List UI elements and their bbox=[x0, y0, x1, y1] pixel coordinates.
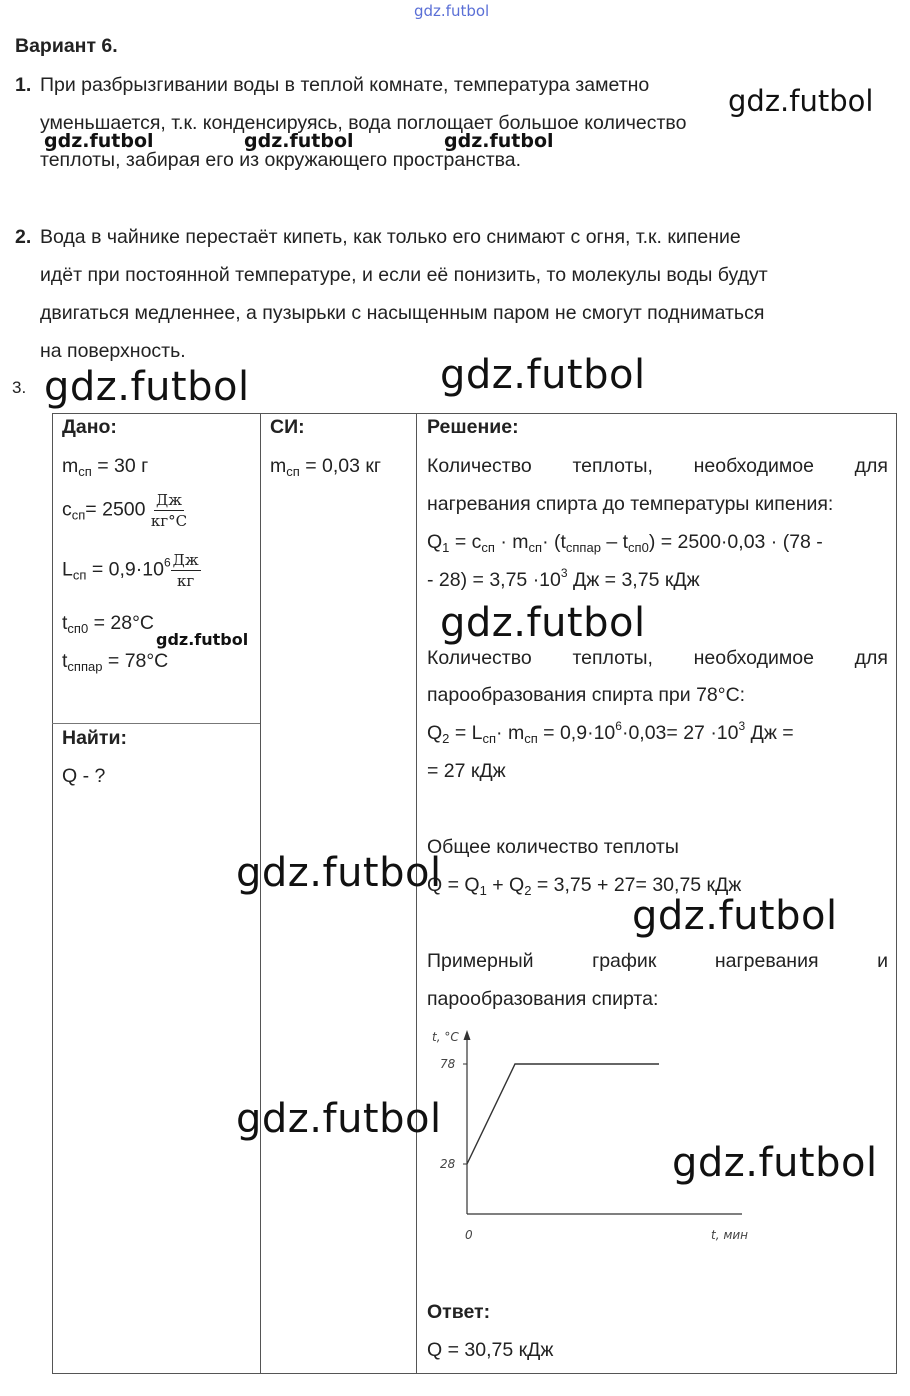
watermark: gdz.futbol bbox=[632, 893, 838, 939]
solution-q1-formula: $Q_1 = c_{сп} \cdot m_{сп}\cdot (t_{сппар} - t_{сп0}) = 2500\cdot 0,03 \cdot (78$ - bbox=[427, 531, 823, 555]
watermark: gdz.futbol bbox=[44, 130, 154, 152]
x-tick-label: 0 bbox=[465, 1228, 473, 1242]
given-boiling-temp: $t_{сппар} = 78^\circ C$ bbox=[62, 650, 169, 674]
y-tick-label: 78 bbox=[440, 1057, 456, 1071]
given-heat-capacity: $c_{сп}= 2500$ $\frac{Дж}{кг^\circ C}$ bbox=[62, 491, 188, 530]
solution-p2-line-1: Количество теплоты, необходимое для bbox=[427, 647, 888, 669]
watermark: gdz.futbol bbox=[244, 130, 354, 152]
q1-line-2: уменьшается, т.к. конденсируясь, вода поглощает большое количество bbox=[40, 112, 687, 134]
given-header: Дано: bbox=[62, 416, 117, 438]
y-axis-arrow bbox=[464, 1030, 471, 1040]
watermark: gdz.futbol bbox=[44, 364, 250, 410]
watermark-top: gdz.futbol bbox=[414, 2, 490, 20]
watermark: gdz.futbol bbox=[236, 1096, 442, 1142]
si-mass: $m_{сп} = 0,03$ кг bbox=[270, 455, 382, 479]
watermark: gdz.futbol bbox=[672, 1140, 878, 1186]
given-mass: $m_{сп} = 30$ г bbox=[62, 455, 149, 479]
total-heat-formula: $Q = Q_1 + Q_2 = 3,75 + 27= 30,75$ кДж bbox=[427, 874, 742, 898]
watermark: gdz.futbol bbox=[156, 630, 249, 649]
variant-heading: Вариант 6. bbox=[15, 35, 118, 57]
watermark: gdz.futbol bbox=[440, 600, 646, 646]
watermark: gdz.futbol bbox=[728, 84, 874, 118]
L-unit-fraction: $\frac{Дж}{кг}$ bbox=[172, 551, 199, 590]
answer-value: Q = 30,75 кДж bbox=[427, 1339, 554, 1361]
q2-line-1: Вода в чайнике перестаёт кипеть, как только его снимают с огня, т.к. кипение bbox=[40, 226, 741, 248]
c-unit-fraction: $\frac{Дж}{кг^\circ C}$ bbox=[150, 491, 188, 530]
q2-line-4: на поверхность. bbox=[40, 340, 186, 362]
solution-p1-line-1: Количество теплоты, необходимое для bbox=[427, 455, 888, 477]
q2-line-3: двигаться медленнее, а пузырьки с насыщенным паром не смогут подниматься bbox=[40, 302, 765, 324]
given-initial-temp: $t_{сп0} = 28^\circ C$ bbox=[62, 612, 155, 636]
find-header: Найти: bbox=[62, 727, 127, 749]
graph-caption-line-2: парообразования спирта: bbox=[427, 988, 659, 1010]
solution-q1-result: - $28) = 3,75 \cdot 10^3$ Дж = 3,75 кДж bbox=[427, 566, 700, 591]
series-line bbox=[467, 1064, 659, 1164]
heating-graph bbox=[420, 1022, 760, 1254]
total-heat-label: Общее количество теплоты bbox=[427, 836, 679, 858]
watermark: gdz.futbol bbox=[444, 130, 554, 152]
si-header: СИ: bbox=[270, 416, 305, 438]
graph-caption-line-1: Примерный график нагревания и bbox=[427, 950, 888, 972]
given-vaporization-heat: $L_{сп} = 0,9\cdot 10^6$ $\frac{Дж}{кг}$ bbox=[62, 551, 199, 590]
find-value: Q - ? bbox=[62, 765, 106, 787]
x-axis-label: t, мин bbox=[711, 1228, 749, 1242]
answer-header: Ответ: bbox=[427, 1301, 491, 1323]
y-axis-label: t, °C bbox=[432, 1030, 459, 1044]
q2-number: 2. bbox=[15, 226, 32, 248]
given-find-divider bbox=[52, 723, 260, 724]
q1-number: 1. bbox=[15, 74, 32, 96]
solution-header: Решение: bbox=[427, 416, 519, 438]
solution-q2-result: = 27 кДж bbox=[427, 760, 506, 782]
watermark: gdz.futbol bbox=[236, 850, 442, 896]
y-tick-label: 28 bbox=[440, 1157, 456, 1171]
q2-line-2: идёт при постоянной температуре, и если её понизить, то молекулы воды будут bbox=[40, 264, 768, 286]
q1-line-1: При разбрызгивании воды в теплой комнате, температура заметно bbox=[40, 74, 650, 96]
watermark: gdz.futbol bbox=[440, 352, 646, 398]
solution-q2-formula: $Q_2 = L_{сп}\cdot m_{сп} = 0,9\cdot 10^6\cdot 0,03= 27 \cdot 10^3$ Дж = bbox=[427, 719, 794, 746]
solution-p1-line-2: нагревания спирта до температуры кипения: bbox=[427, 493, 834, 515]
q3-number: 3. bbox=[12, 378, 27, 397]
q1-line-3: теплоты, забирая его из окружающего пространства. bbox=[40, 149, 522, 171]
solution-p2-line-2: парообразования спирта при 78°C: bbox=[427, 684, 746, 706]
